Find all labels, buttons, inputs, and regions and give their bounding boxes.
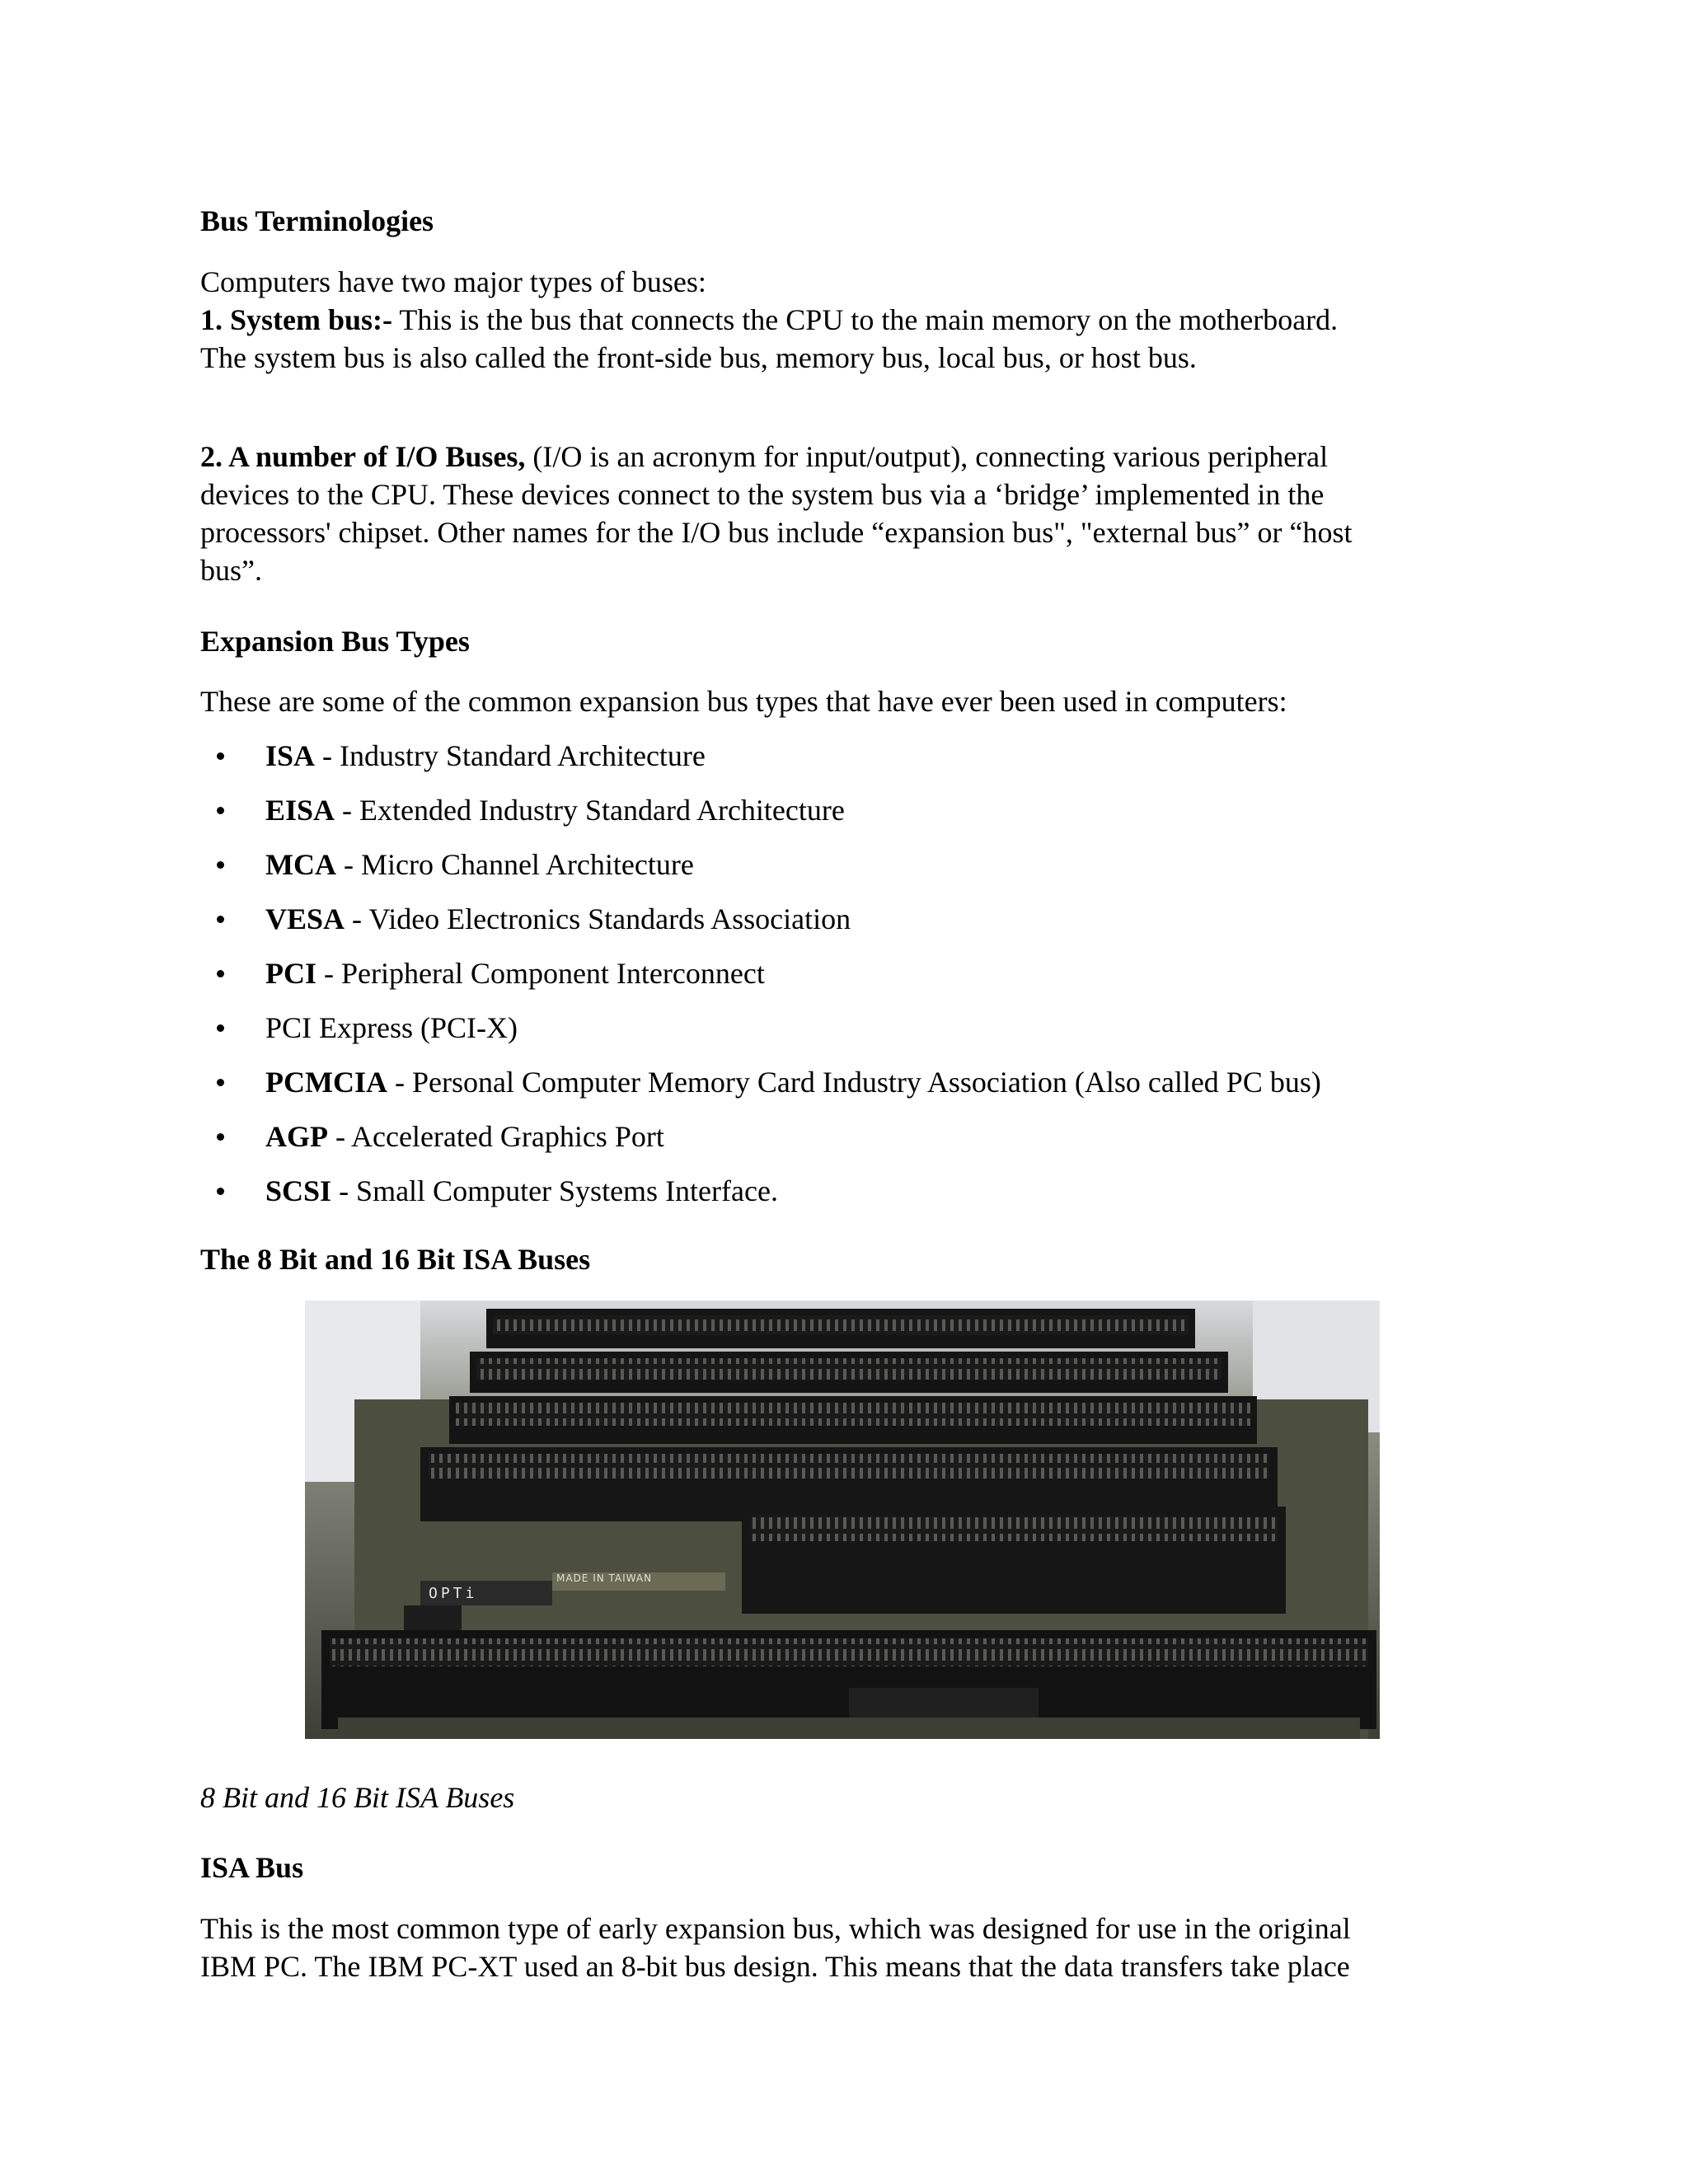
bus-description: - Small Computer Systems Interface. bbox=[331, 1174, 778, 1207]
io-bus-line2: devices to the CPU. These devices connect to the system bus via a ‘bridge’ implemented in the bbox=[200, 478, 1325, 511]
bus-description: - Extended Industry Standard Architecture bbox=[335, 794, 845, 827]
isa-slots-illustration bbox=[305, 1301, 1380, 1739]
bullet-icon bbox=[217, 1024, 224, 1032]
expansion-bus-item bbox=[200, 1055, 1503, 1109]
photo-chip-label: OPTi bbox=[429, 1585, 478, 1602]
bus-description: - Video Electronics Standards Association bbox=[345, 902, 851, 935]
bus-abbr: SCSI bbox=[265, 1174, 332, 1207]
bus-description: - Micro Channel Architecture bbox=[335, 848, 694, 881]
expansion-bus-item bbox=[200, 783, 1503, 837]
bullet-icon bbox=[217, 807, 224, 814]
heading-expansion-bus-types: Expansion Bus Types bbox=[200, 625, 470, 658]
isa-bus-line2: IBM PC. The IBM PC-XT used an 8-bit bus design. This means that the data transfers take place bbox=[200, 1950, 1350, 1983]
bus-abbr: PCMCIA bbox=[265, 1066, 387, 1099]
bullet-icon bbox=[217, 1133, 224, 1141]
bullet-icon bbox=[217, 1188, 224, 1195]
expansion-bus-item bbox=[200, 946, 1503, 1001]
heading-bus-terminologies: Bus Terminologies bbox=[200, 204, 434, 237]
bus-description: PCI Express (PCI-X) bbox=[265, 1011, 518, 1044]
isa-slots-photo bbox=[305, 1301, 1380, 1739]
system-bus-text: This is the bus that connects the CPU to the main memory on the motherboard. bbox=[392, 303, 1339, 336]
isa-bus-line1: This is the most common type of early expansion bus, which was designed for use in the original bbox=[200, 1912, 1351, 1945]
bus-types-intro: Computers have two major types of buses: bbox=[200, 265, 706, 298]
photo-made-in-label: MADE IN TAIWAN bbox=[556, 1572, 653, 1584]
system-bus-line1 bbox=[200, 301, 1486, 339]
bus-description: - Industry Standard Architecture bbox=[315, 739, 706, 772]
bus-description: - Peripheral Component Interconnect bbox=[316, 957, 765, 990]
system-bus-line2: The system bus is also called the front-side bus, memory bus, local bus, or host bus. bbox=[200, 341, 1197, 374]
heading-isa-bus: ISA Bus bbox=[200, 1851, 304, 1884]
bullet-icon bbox=[217, 861, 224, 869]
bullet-icon bbox=[217, 970, 224, 977]
bullet-icon bbox=[217, 916, 224, 923]
system-bus-label: 1. System bus:- bbox=[200, 303, 393, 336]
expansion-bus-item bbox=[200, 892, 1503, 946]
bus-abbr: VESA bbox=[265, 902, 345, 935]
figure-caption: 8 Bit and 16 Bit ISA Buses bbox=[200, 1781, 515, 1814]
io-bus-line1 bbox=[200, 438, 1503, 476]
bus-description: - Personal Computer Memory Card Industry Association (Also called PC bus) bbox=[387, 1066, 1321, 1099]
heading-isa-buses: The 8 Bit and 16 Bit ISA Buses bbox=[200, 1243, 591, 1276]
bullet-icon bbox=[217, 1079, 224, 1086]
bus-abbr: PCI bbox=[265, 957, 316, 990]
expansion-bus-item bbox=[200, 1109, 1503, 1164]
io-bus-label: 2. A number of I/O Buses, bbox=[200, 440, 526, 473]
bus-abbr: EISA bbox=[265, 794, 335, 827]
expansion-bus-item bbox=[200, 729, 1503, 783]
expansion-bus-item bbox=[200, 837, 1503, 892]
bus-abbr: ISA bbox=[265, 739, 316, 772]
expansion-bus-list bbox=[200, 729, 1503, 1218]
bus-abbr: MCA bbox=[265, 848, 336, 881]
expansion-bus-item bbox=[200, 1164, 1503, 1218]
bus-description: - Accelerated Graphics Port bbox=[328, 1120, 664, 1153]
io-bus-text: (I/O is an acronym for input/output), connecting various peripheral bbox=[525, 440, 1329, 473]
bullet-icon bbox=[217, 752, 224, 760]
expansion-bus-item bbox=[200, 1001, 1503, 1055]
expansion-intro: These are some of the common expansion bus types that have ever been used in computers: bbox=[200, 685, 1287, 718]
io-bus-line3: processors' chipset. Other names for the I/O bus include “expansion bus", "external bus” or “host bbox=[200, 516, 1353, 549]
bus-abbr: AGP bbox=[265, 1120, 328, 1153]
io-bus-line4: bus”. bbox=[200, 554, 262, 587]
